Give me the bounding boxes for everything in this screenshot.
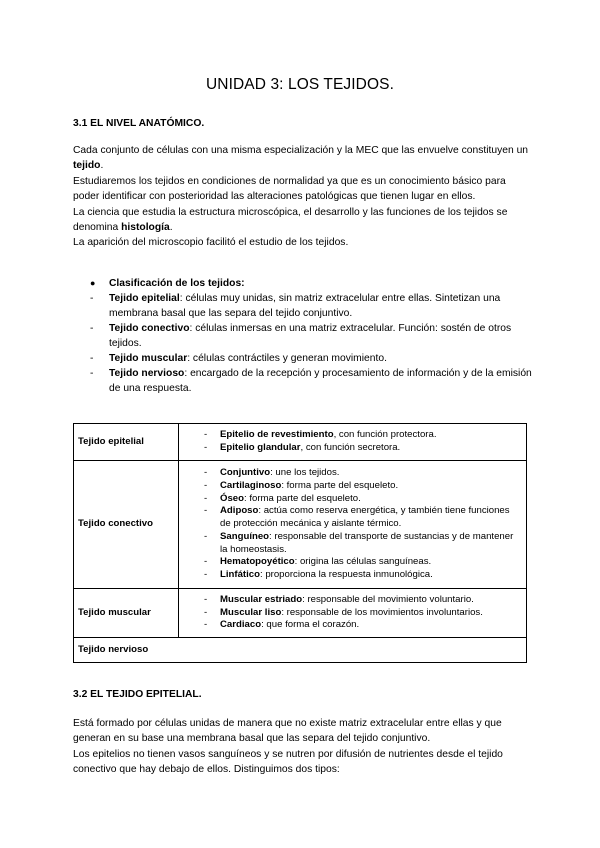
item-text: : actúa como reserva energética, y también tiene funciones de protección mecánica y aislante térmico. — [220, 505, 510, 530]
text-run: . — [100, 160, 104, 172]
dash-marker: - — [204, 466, 208, 478]
text-run: . — [169, 222, 173, 234]
classification-list — [73, 276, 533, 396]
item-term: Cardiaco — [220, 619, 262, 631]
row-label: Tejido muscular — [74, 589, 179, 638]
item-text: : que forma el corazón. — [261, 619, 360, 631]
paragraph-epitelio-nutricion: Los epitelios no tienen vasos sanguíneos y se nutren por difusión de nutrientes desde el tejido conectivo que hay debajo de ellos. Distinguimos dos tipos: — [73, 748, 503, 776]
item-text: : responsable de los movimientos involuntarios. — [281, 606, 483, 618]
item-text: : proporciona la respuesta inmunológica. — [259, 569, 433, 581]
dash-marker: - — [90, 353, 94, 364]
dash-marker: - — [204, 619, 208, 631]
table-item — [183, 480, 522, 493]
table-item — [183, 505, 522, 531]
list-item — [73, 351, 533, 366]
item-text: : responsable del movimiento voluntario. — [302, 593, 474, 605]
item-text: , con función protectora. — [333, 429, 437, 441]
dash-marker: - — [204, 556, 208, 568]
table-row — [74, 589, 527, 638]
dash-marker: - — [204, 593, 208, 605]
item-term: Epitelio glandular — [220, 442, 301, 453]
dash-marker: - — [90, 293, 94, 304]
table-item — [183, 531, 522, 557]
row-content — [179, 589, 527, 638]
row-content — [179, 424, 527, 461]
text-run: Cada conjunto de células con una misma especialización y la MEC que las envuelve constituyen un — [73, 145, 529, 156]
dash-marker: - — [204, 569, 208, 581]
paragraph-normalidad: Estudiaremos los tejidos en condiciones de normalidad ya que es un conocimiento básico para poder identificar con posterioridad las alteraciones patológicas que tienen lugar en ellos. — [73, 175, 506, 203]
section-1-heading: 3.1 EL NIVEL ANATÓMICO. — [73, 118, 205, 129]
dash-marker: - — [204, 492, 208, 504]
table-item — [183, 493, 522, 506]
item-term: Sanguíneo — [220, 530, 270, 542]
paragraph-epitelio-definition: Está formado por células unidas de manera que no existe matriz extracelular entre ellas y que generan en su base una membrana basal que las separa del tejido conjuntivo. — [73, 718, 502, 745]
list-item — [73, 321, 533, 351]
table-item — [183, 442, 522, 455]
item-text: , con función secretora. — [300, 442, 401, 453]
table-item — [183, 619, 522, 632]
term-histologia: histología — [121, 222, 170, 234]
row-content — [179, 461, 527, 589]
item-term: Muscular liso — [220, 606, 282, 618]
item-text: : une los tejidos. — [270, 466, 340, 478]
item-term: Conjuntivo — [220, 466, 271, 478]
table-row — [74, 461, 527, 589]
row-label: Tejido conectivo — [74, 461, 179, 589]
section-1-intro — [73, 143, 533, 251]
item-term: Muscular estriado — [220, 593, 303, 605]
table-item — [183, 569, 522, 582]
table-item — [183, 467, 522, 480]
item-term: Tejido conectivo — [109, 323, 190, 334]
item-term: Tejido nervioso — [109, 368, 185, 379]
item-term: Epitelio de revestimiento — [220, 429, 334, 441]
item-text: : forma parte del esqueleto. — [244, 492, 361, 504]
section-2-intro — [73, 716, 533, 778]
table-row — [74, 424, 527, 461]
bullet-icon: ● — [90, 278, 96, 288]
item-term: Adiposo — [220, 505, 259, 517]
page-title: UNIDAD 3: LOS TEJIDOS. — [206, 76, 394, 93]
item-text: : células muy unidas, sin matriz extracelular entre ellas. Sintetizan una membrana basal que las separa del tejido conjuntivo. — [109, 293, 501, 319]
row-label: Tejido epitelial — [74, 424, 179, 461]
item-term: Cartilaginoso — [220, 479, 282, 491]
section-2-heading: 3.2 EL TEJIDO EPITELIAL. — [73, 689, 202, 700]
list-item — [73, 366, 533, 396]
table-item — [183, 607, 522, 620]
item-text: : responsable del transporte de sustancias y de mantener la homeostasis. — [220, 530, 514, 555]
item-text: : origina las células sanguíneas. — [294, 556, 432, 568]
paragraph-microscopio: La aparición del microscopio facilitó el estudio de los tejidos. — [73, 237, 349, 249]
table-item — [183, 594, 522, 607]
dash-marker: - — [90, 323, 94, 334]
table-row — [74, 638, 527, 663]
table-item — [183, 429, 522, 442]
tissue-table — [73, 423, 527, 663]
item-text: : encargado de la recepción y procesamiento de información y de la emisión de una respuesta. — [109, 368, 532, 394]
table-item — [183, 556, 522, 569]
dash-marker: - — [204, 479, 208, 491]
list-item — [73, 291, 533, 321]
text-run: La ciencia que estudia la estructura microscópica, el desarrollo y las funciones de los tejidos se denomina — [73, 206, 508, 234]
classification-heading-text: Clasificación de los tejidos: — [109, 278, 245, 289]
classification-heading — [73, 276, 533, 291]
item-text: : forma parte del esqueleto. — [281, 479, 399, 491]
item-text: : células inmersas en una matriz extracelular. Función: sostén de otros tejidos. — [109, 323, 512, 349]
term-tejido: tejido — [73, 160, 101, 172]
paragraph-tejido-definition — [73, 143, 533, 174]
item-term: Hematopoyético — [220, 556, 295, 568]
row-label: Tejido nervioso — [74, 638, 527, 663]
item-term: Óseo — [220, 492, 244, 504]
dash-marker: - — [204, 442, 208, 453]
dash-marker: - — [204, 429, 208, 441]
dash-marker: - — [204, 530, 208, 542]
item-term: Linfático — [220, 569, 260, 581]
item-term: Tejido muscular — [109, 353, 188, 364]
paragraph-histologia — [73, 205, 533, 236]
dash-marker: - — [204, 505, 208, 517]
item-term: Tejido epitelial — [109, 293, 180, 304]
dash-marker: - — [204, 606, 208, 618]
dash-marker: - — [90, 368, 94, 379]
item-text: : células contráctiles y generan movimiento. — [187, 353, 387, 364]
